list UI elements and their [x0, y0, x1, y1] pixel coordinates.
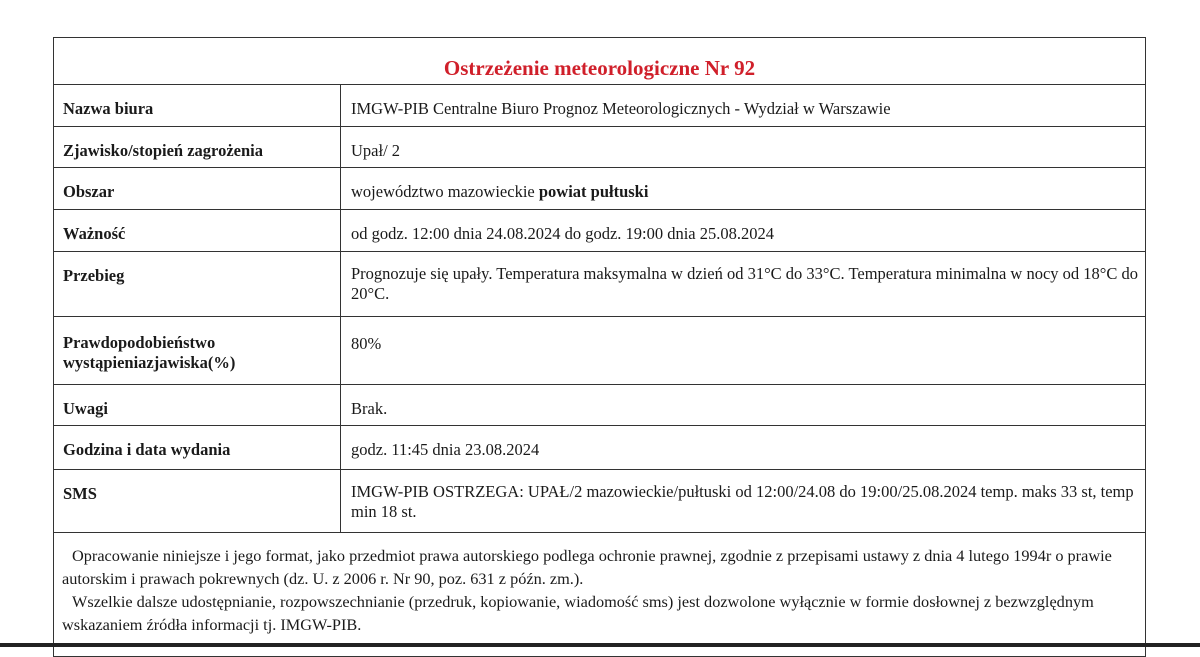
- row-value: godz. 11:45 dnia 23.08.2024: [351, 440, 540, 459]
- row-course: [54, 252, 1145, 317]
- row-phenomenon: [54, 127, 1145, 168]
- row-office-name: [54, 85, 1145, 127]
- row-label: Godzina i data wydania: [54, 426, 341, 469]
- row-sms: [54, 470, 1145, 533]
- bottom-edge-bar: [0, 643, 1200, 647]
- row-issue-time: [54, 426, 1145, 470]
- row-value: Upał/ 2: [351, 141, 401, 160]
- row-value: IMGW-PIB Centralne Biuro Prognoz Meteorologicznych - Wydział w Warszawie: [351, 99, 891, 118]
- row-label: SMS: [54, 470, 341, 532]
- copyright-notice: [54, 533, 1145, 636]
- row-value: Brak.: [351, 399, 388, 418]
- row-probability: [54, 317, 1145, 385]
- row-value: [341, 168, 1145, 209]
- row-value: od godz. 12:00 dnia 24.08.2024 do godz. 19:00 dnia 25.08.2024: [351, 224, 775, 243]
- distribution-paragraph: Wszelkie dalsze udostępnianie, rozpowszechnianie (przedruk, kopiowanie, wiadomość sms) jest dozwolone wyłącznie w formie dosłownej z bezwzględnym wskazaniem źródła informacji tj. IMGW-PIB.: [62, 592, 1094, 634]
- row-label: Nazwa biura: [54, 85, 341, 126]
- row-area: [54, 168, 1145, 210]
- row-label: Zjawisko/stopień zagrożenia: [54, 127, 341, 167]
- copyright-paragraph: Opracowanie niniejsze i jego format, jako przedmiot prawa autorskiego podlega ochronie prawnej, zgodnie z przepisami ustawy z dnia 4 lutego 1994r o prawie autorskim i prawach pokrewnych (dz. U. z 2006 r. Nr 90, poz. 631 z późn. zm.).: [62, 546, 1112, 588]
- row-value: Prognozuje się upały. Temperatura maksymalna w dzień od 31°C do 33°C. Temperatura minimalna w nocy od 18°C do 20°C.: [351, 264, 1139, 303]
- row-validity: [54, 210, 1145, 252]
- row-label: Przebieg: [54, 252, 341, 316]
- row-label: Ważność: [54, 210, 341, 251]
- row-label: Uwagi: [54, 385, 341, 425]
- row-value: 80%: [351, 334, 382, 353]
- row-value: IMGW-PIB OSTRZEGA: UPAŁ/2 mazowieckie/pułtuski od 12:00/24.08 do 19:00/25.08.2024 temp. maks 33 st, temp min 18 st.: [351, 482, 1134, 521]
- warning-title: Ostrzeżenie meteorologiczne Nr 92: [54, 38, 1145, 85]
- warning-document: [53, 37, 1146, 657]
- area-voivodeship: województwo mazowieckie: [351, 182, 539, 201]
- row-remarks: [54, 385, 1145, 426]
- area-county: powiat pułtuski: [538, 182, 649, 201]
- row-label: Prawdopodobieństwo wystąpieniazjawiska(%): [54, 317, 341, 384]
- row-label: Obszar: [54, 168, 341, 209]
